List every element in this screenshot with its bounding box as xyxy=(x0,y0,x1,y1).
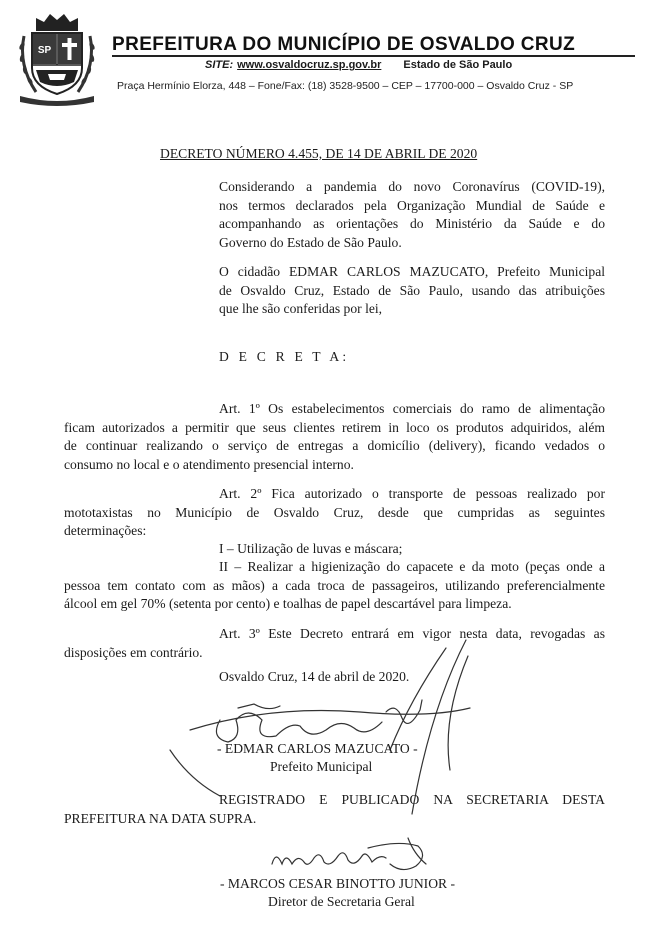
decreta-heading: D E C R E T A: xyxy=(219,349,350,364)
site-line xyxy=(205,59,512,71)
text-line: Governo do Estado de São Paulo. xyxy=(219,234,402,250)
text-line: de Osvaldo Cruz, Estado de São Paulo, usando das atribuições xyxy=(219,282,605,298)
municipal-coat-of-arms-icon xyxy=(14,10,100,106)
place-and-date: Osvaldo Cruz, 14 de abril de 2020. xyxy=(219,669,410,684)
text-line: mototaxistas no Município de Osvaldo Cruz, desde que cumpridas as seguintes xyxy=(64,504,605,520)
secretary-signature xyxy=(268,834,438,876)
text-line: O cidadão EDMAR CARLOS MAZUCATO, Prefeito Municipal xyxy=(219,264,605,279)
address-line: Praça Hermínio Elorza, 448 – Fone/Fax: (18) 3528-9500 – CEP – 17700-000 – Osvaldo Cruz - SP xyxy=(117,80,574,92)
text-line: PREFEITURA NA DATA SUPRA. xyxy=(64,810,257,826)
text-line: que lhe são conferidas por lei, xyxy=(219,301,383,316)
article-2 xyxy=(64,485,605,541)
mayor-name: - EDMAR CARLOS MAZUCATO - xyxy=(217,741,418,756)
decree-title: DECRETO NÚMERO 4.455, DE 14 DE ABRIL DE 2020 xyxy=(160,146,478,161)
secretary-name: - MARCOS CESAR BINOTTO JUNIOR - xyxy=(220,876,456,891)
authority-paragraph xyxy=(219,263,605,319)
text-line: nos termos declarados pela Organização Mundial de Saúde e xyxy=(219,197,605,213)
text-line: REGISTRADO E PUBLICADO NA SECRETARIA DESTA xyxy=(219,792,605,807)
header-divider xyxy=(112,55,635,57)
registration-note xyxy=(64,791,605,828)
text-line: Art. 2º Fica autorizado o transporte de pessoas realizado por xyxy=(219,486,605,501)
site-url-link[interactable]: www.osvaldocruz.sp.gov.br xyxy=(237,59,382,71)
text-line: disposições em contrário. xyxy=(64,644,203,660)
state-name: Estado de São Paulo xyxy=(403,59,513,71)
mayor-title: Prefeito Municipal xyxy=(270,759,373,774)
text-line: Art. 1º Os estabelecimentos comerciais do ramo de alimentação xyxy=(219,401,605,416)
text-line: Considerando a pandemia do novo Coronavírus (COVID-19), xyxy=(219,179,605,194)
text-line: II – Realizar a higienização do capacete e da moto (peças onde a xyxy=(219,559,605,574)
article-1 xyxy=(64,400,605,474)
article-2-item-1: I – Utilização de luvas e máscara; xyxy=(219,541,403,556)
text-line: Art. 3º Este Decreto entrará em vigor nesta data, revogadas as xyxy=(219,626,605,641)
site-label: SITE: xyxy=(205,59,234,71)
crest-sp-text: SP xyxy=(37,45,52,56)
text-line: álcool em gel 70% (setenta por cento) e toalhas de papel descartável para limpeza. xyxy=(64,596,512,611)
mayor-signature xyxy=(150,600,480,820)
text-line: pessoa tem contato com as mãos) a cada troca de passageiros, utilizando preferencialmente xyxy=(64,577,605,593)
text-line: de continuar realizando o serviço de entregas a domicílio (delivery), ficando vedados o xyxy=(64,438,605,453)
organization-title: PREFEITURA DO MUNICÍPIO DE OSVALDO CRUZ xyxy=(112,34,576,55)
text-line: ficam autorizados a permitir que seus clientes retirem in loco os produtos adquiridos, além xyxy=(64,419,605,435)
text-line: determinações: xyxy=(64,523,147,538)
text-line: acompanhando as orientações do Ministério da Saúde e do xyxy=(219,216,605,231)
secretary-title: Diretor de Secretaria Geral xyxy=(268,894,415,909)
text-line: consumo no local e o atendimento presencial interno. xyxy=(64,456,354,472)
considering-paragraph xyxy=(219,178,605,252)
